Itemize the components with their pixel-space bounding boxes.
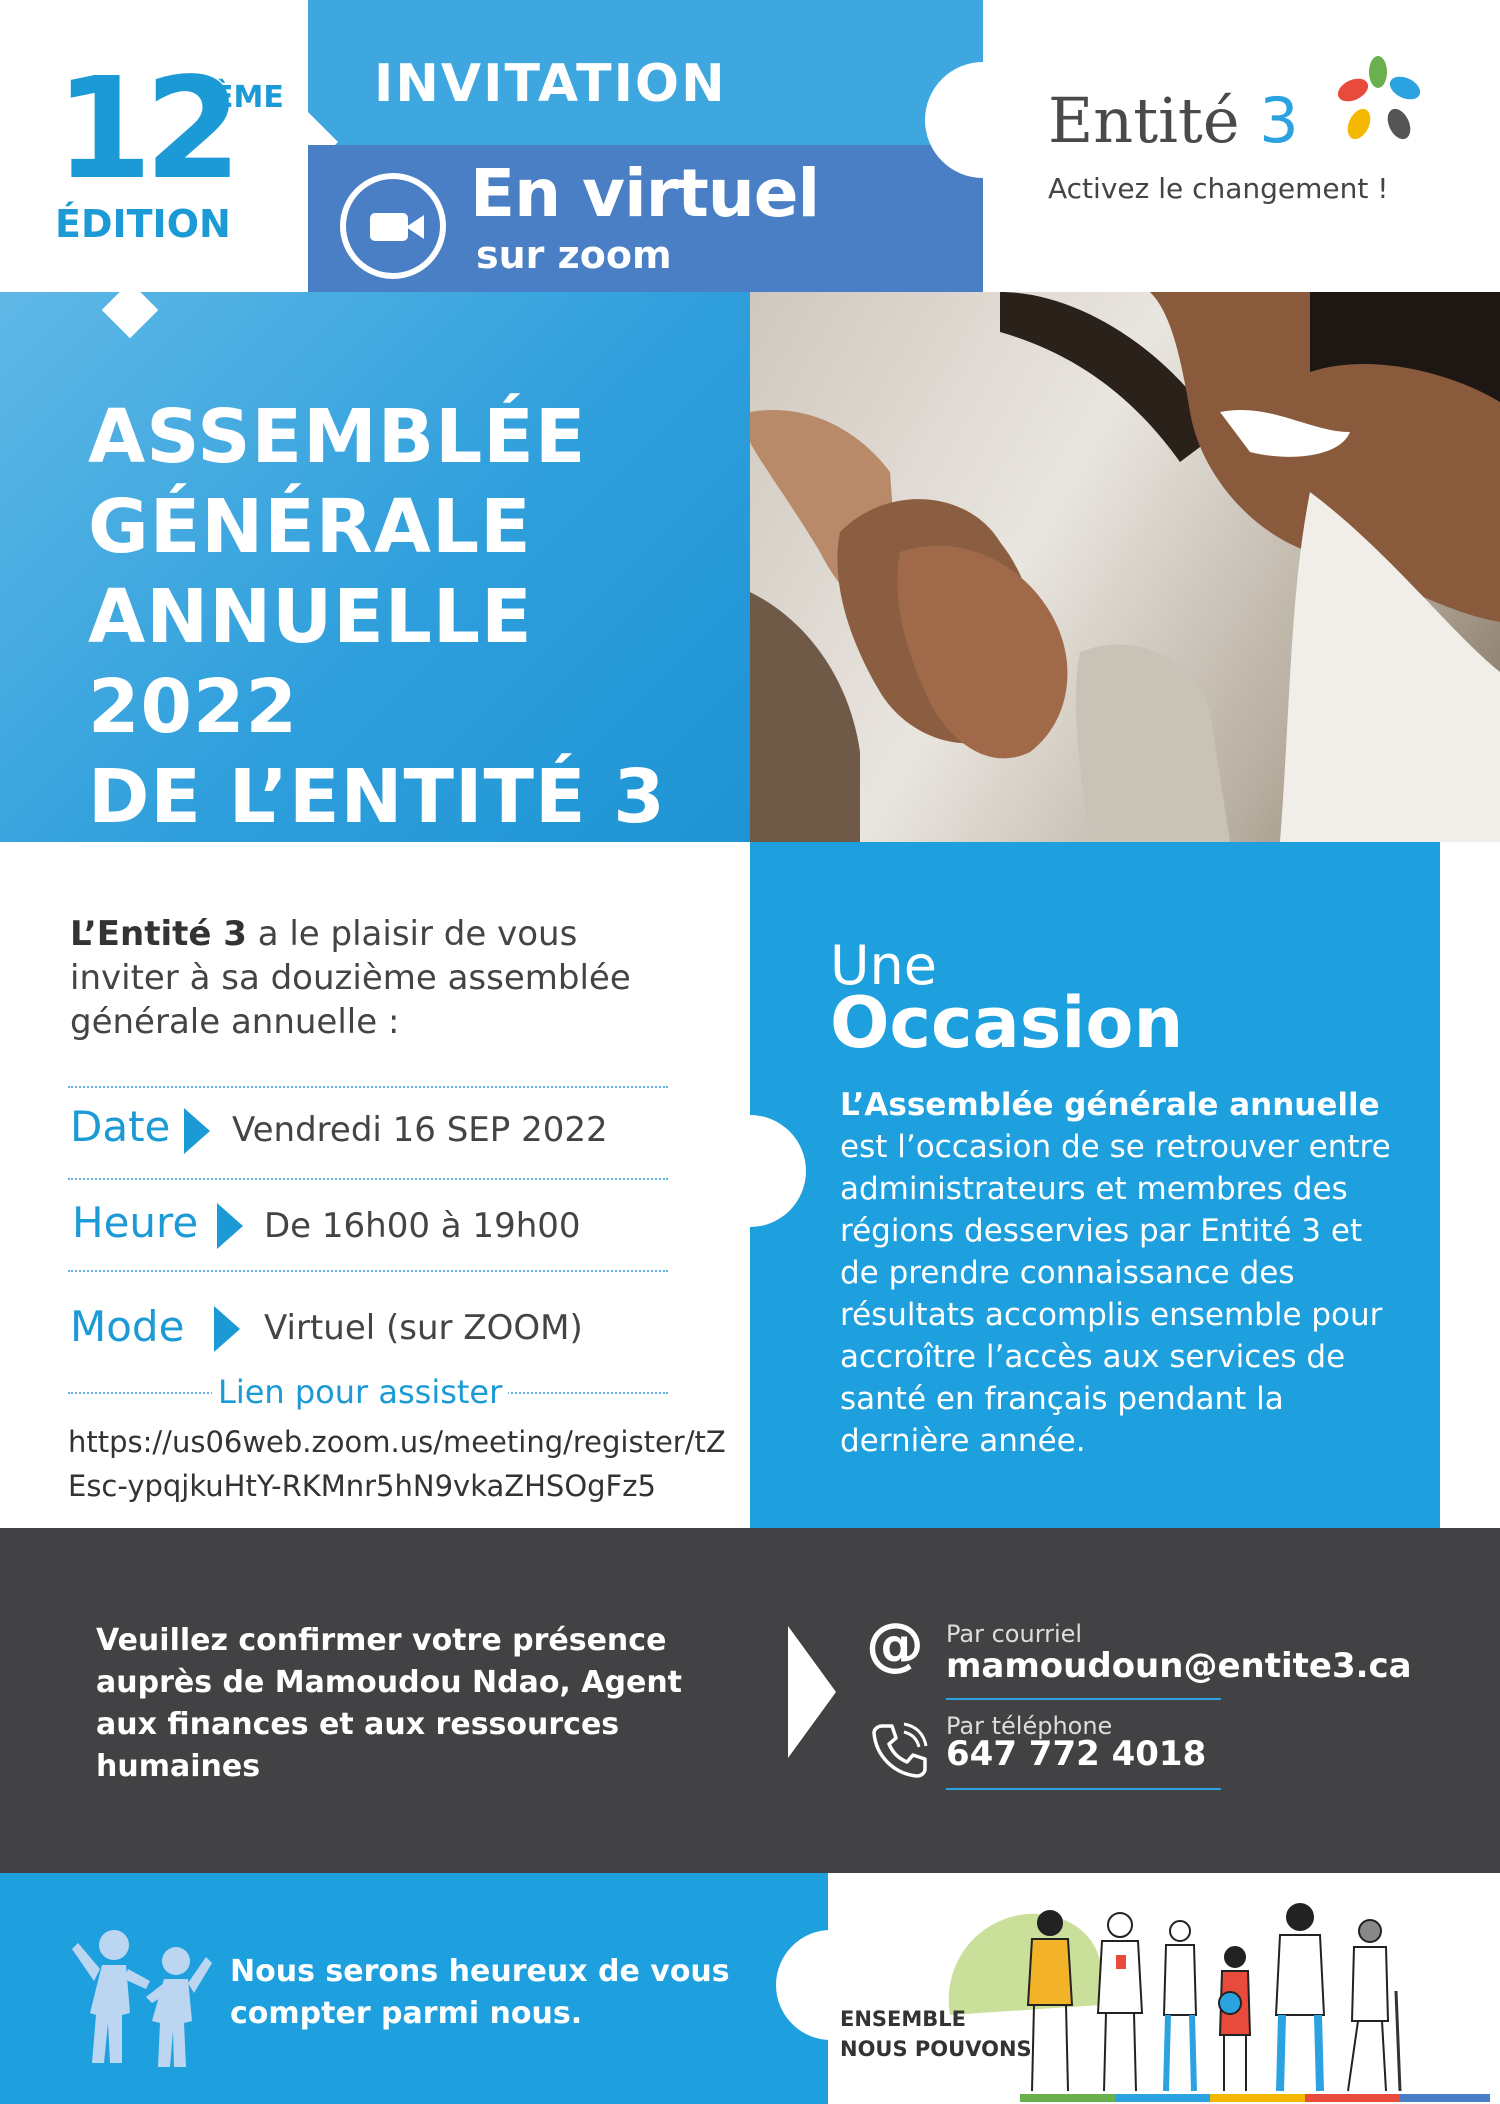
divider: [68, 1086, 668, 1088]
edition-number: 12: [55, 48, 234, 211]
occasion-bold: L’Assemblée générale annuelle: [840, 1087, 1380, 1123]
divider: [68, 1178, 668, 1180]
phone-underline: [946, 1788, 1221, 1790]
clapping-people-photo: [750, 292, 1500, 842]
at-sign-icon: @: [866, 1610, 924, 1678]
invitation-label: INVITATION: [374, 54, 727, 114]
intro-text: [70, 912, 690, 1044]
logo-wordmark: [1048, 84, 1299, 157]
phone-link[interactable]: 647 772 4018: [946, 1734, 1207, 1774]
zoom-registration-link[interactable]: https://us06web.zoom.us/meeting/register/tZEsc-ypqjkuHtY-RKMnr5hN9vkaZHSOgFz5: [68, 1425, 726, 1503]
mode-arrow-icon: [214, 1306, 240, 1352]
diverse-people-illustration: [930, 1895, 1490, 2100]
invitation-block: [308, 0, 983, 292]
zoom-band: [308, 145, 983, 292]
time-value: De 16h00 à 19h00: [264, 1206, 581, 1246]
edition-word: ÉDITION: [55, 202, 231, 246]
ensemble-line-2: NOUS POUVONS: [840, 2037, 1032, 2061]
occasion-panel: [750, 842, 1440, 1580]
ensemble-line-1: ENSEMBLE: [840, 2007, 967, 2031]
phone-label: Par téléphone: [946, 1712, 1113, 1740]
tagline: Activez le changement !: [1048, 172, 1389, 205]
hero-photo: [750, 292, 1500, 842]
mode-subheading: sur zoom: [476, 233, 672, 277]
footer-message: Nous serons heureux de vous compter parmi nous.: [230, 1954, 730, 2031]
phone-icon: [868, 1720, 930, 1782]
logo-number: 3: [1259, 84, 1299, 157]
color-stripe: [1020, 2094, 1490, 2102]
occasion-title: Occasion: [830, 982, 1184, 1064]
intro-body: a le plaisir de vous inviter à sa douzième assemblée générale annuelle :: [70, 914, 631, 1042]
time-label: Heure: [72, 1198, 199, 1247]
email-link[interactable]: mamoudoun@entite3.ca: [946, 1646, 1412, 1686]
time-arrow-icon: [217, 1203, 243, 1249]
occasion-text: est l’occasion de se retrouver entre administrateurs et membres des régions desservies par Entité 3 et de prendre connaissance des résultats accomplis ensemble pour accroître l’accès aux services de santé en français pendant la dernière année.: [840, 1129, 1391, 1459]
edition-badge: [55, 48, 305, 260]
mode-heading: En virtuel: [470, 155, 820, 232]
divider: [68, 1270, 668, 1272]
edition-superscript: ÈME: [213, 80, 284, 115]
video-camera-icon: [340, 173, 446, 279]
event-title: ASSEMBLÉE GÉNÉRALE ANNUELLE 2022 DE L’ENTITÉ 3: [88, 394, 666, 840]
email-underline: [946, 1698, 1221, 1700]
ensemble-slogan: [840, 2004, 1032, 2064]
date-value: Vendredi 16 SEP 2022: [232, 1110, 608, 1150]
occasion-body: [840, 1084, 1400, 1462]
occasion-une: Une: [830, 934, 937, 997]
link-label: Lien pour assister: [212, 1373, 508, 1411]
logo-name: Entité: [1048, 84, 1240, 157]
intro-org: L’Entité 3: [70, 914, 247, 954]
email-label: Par courriel: [946, 1620, 1083, 1648]
date-arrow-icon: [184, 1108, 210, 1154]
rsvp-band: [0, 1528, 1500, 1873]
hero-title-panel: [0, 292, 750, 842]
rsvp-arrow-icon: [788, 1626, 836, 1758]
rsvp-message: Veuillez confirmer votre présence auprès de Mamoudou Ndao, Agent aux finances et aux ressources humaines: [96, 1623, 683, 1784]
children-icon: [72, 1923, 212, 2073]
logo-area: [983, 0, 1500, 292]
occasion-bump: [694, 1115, 806, 1227]
mode-label: Mode: [70, 1302, 185, 1351]
mode-value: Virtuel (sur ZOOM): [264, 1308, 583, 1348]
flower-logo-icon: [1323, 50, 1433, 150]
footer-message-panel: [0, 1873, 828, 2104]
logo-bump: [925, 62, 1041, 178]
date-label: Date: [70, 1102, 171, 1151]
